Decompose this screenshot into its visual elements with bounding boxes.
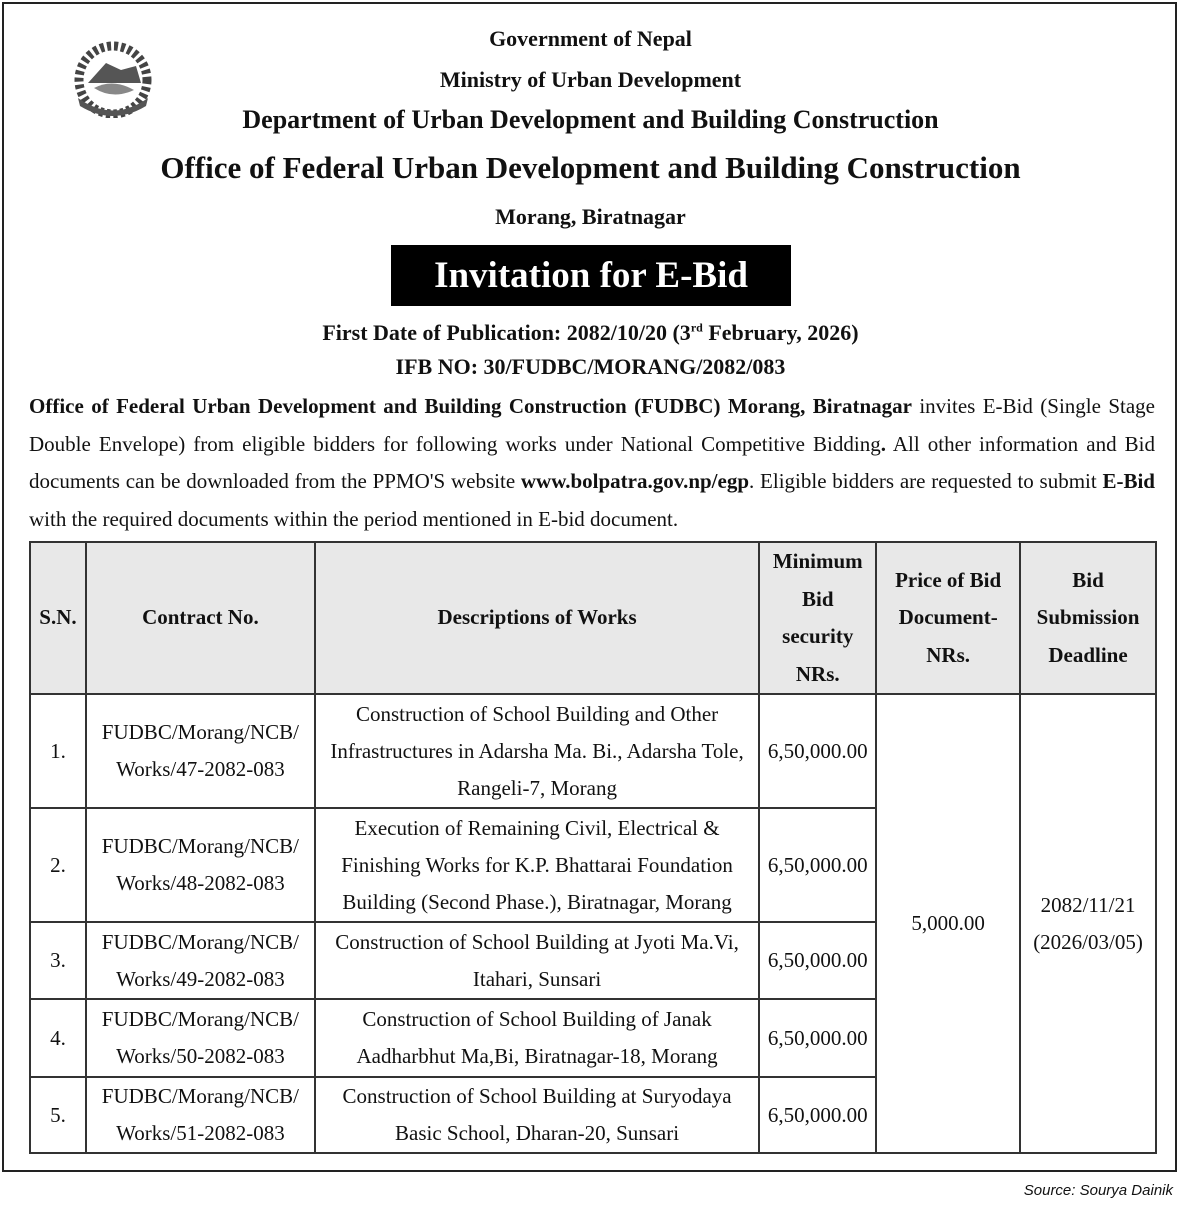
office-line: Office of Federal Urban Development and Building Construction bbox=[160, 150, 1021, 185]
description-cell: Construction of School Building and Other Infrastructures in Adarsha Ma. Bi., Adarsha Tole, Rangeli-7, Morang bbox=[315, 694, 759, 808]
description-cell: Construction of School Building at Jyoti Ma.Vi, Itahari, Sunsari bbox=[315, 922, 759, 999]
description-cell: Construction of School Building at Suryodaya Basic School, Dharan-20, Sunsari bbox=[315, 1077, 759, 1153]
contract-cell: FUDBC/Morang/NCB/ Works/50-2082-083 bbox=[86, 999, 315, 1077]
header-contract: Contract No. bbox=[86, 542, 315, 694]
sn-cell: 3. bbox=[30, 922, 86, 999]
contract-cell: FUDBC/Morang/NCB/ Works/47-2082-083 bbox=[86, 694, 315, 808]
publication-date: First Date of Publication: 2082/10/20 (3rd February, 2026) bbox=[322, 320, 859, 345]
security-cell: 6,50,000.00 bbox=[759, 694, 876, 808]
source-credit: Source: Sourya Dainik bbox=[1023, 1182, 1173, 1199]
description-cell: Construction of School Building of Janak Aadharbhut Ma,Bi, Biratnagar-18, Morang bbox=[315, 999, 759, 1077]
header-price: Price of Bid Document-NRs. bbox=[876, 542, 1020, 694]
intro-paragraph: Office of Federal Urban Development and Building Construction (FUDBC) Morang, Biratnagar invites E-Bid (Single Stage Double Envelope) from eligible bidders for following works under National Competitive Bidding. All other information and Bid documents can be downloaded from the PPMO'S website www.bolpatra.gov.np/egp. Eligible bidders are requested to submit E-Bid with the required documents within the period mentioned in E-bid document. bbox=[29, 394, 1155, 531]
price-cell: 5,000.00 bbox=[876, 694, 1020, 1153]
website-link[interactable]: www.bolpatra.gov.np/egp bbox=[520, 469, 750, 493]
govt-line: Government of Nepal bbox=[489, 26, 692, 51]
location-line: Morang, Biratnagar bbox=[495, 204, 686, 229]
table-header-row bbox=[30, 542, 1156, 694]
security-cell: 6,50,000.00 bbox=[759, 922, 876, 999]
security-cell: 6,50,000.00 bbox=[759, 1077, 876, 1153]
sn-cell: 2. bbox=[30, 808, 86, 922]
department-line: Department of Urban Development and Building Construction bbox=[242, 105, 939, 134]
description-cell: Execution of Remaining Civil, Electrical & Finishing Works for K.P. Bhattarai Foundation Building (Second Phase.), Biratnagar, Morang bbox=[315, 808, 759, 922]
header-deadline: Bid Submission Deadline bbox=[1020, 542, 1156, 694]
header-security: Minimum Bid security NRs. bbox=[759, 542, 876, 694]
works-table bbox=[29, 541, 1157, 1154]
sn-cell: 5. bbox=[30, 1077, 86, 1153]
sn-cell: 4. bbox=[30, 999, 86, 1077]
title-banner: Invitation for E-Bid bbox=[391, 245, 791, 306]
contract-cell: FUDBC/Morang/NCB/ Works/48-2082-083 bbox=[86, 808, 315, 922]
contract-cell: FUDBC/Morang/NCB/ Works/49-2082-083 bbox=[86, 922, 315, 999]
security-cell: 6,50,000.00 bbox=[759, 808, 876, 922]
table-row bbox=[30, 694, 1156, 808]
header-sn: S.N. bbox=[30, 542, 86, 694]
header-description: Descriptions of Works bbox=[315, 542, 759, 694]
deadline-cell: 2082/11/21 (2026/03/05) bbox=[1020, 694, 1156, 1153]
sn-cell: 1. bbox=[30, 694, 86, 808]
ifb-number: IFB NO: 30/FUDBC/MORANG/2082/083 bbox=[395, 354, 786, 379]
security-cell: 6,50,000.00 bbox=[759, 999, 876, 1077]
ministry-line: Ministry of Urban Development bbox=[439, 67, 742, 92]
contract-cell: FUDBC/Morang/NCB/ Works/51-2082-083 bbox=[86, 1077, 315, 1153]
